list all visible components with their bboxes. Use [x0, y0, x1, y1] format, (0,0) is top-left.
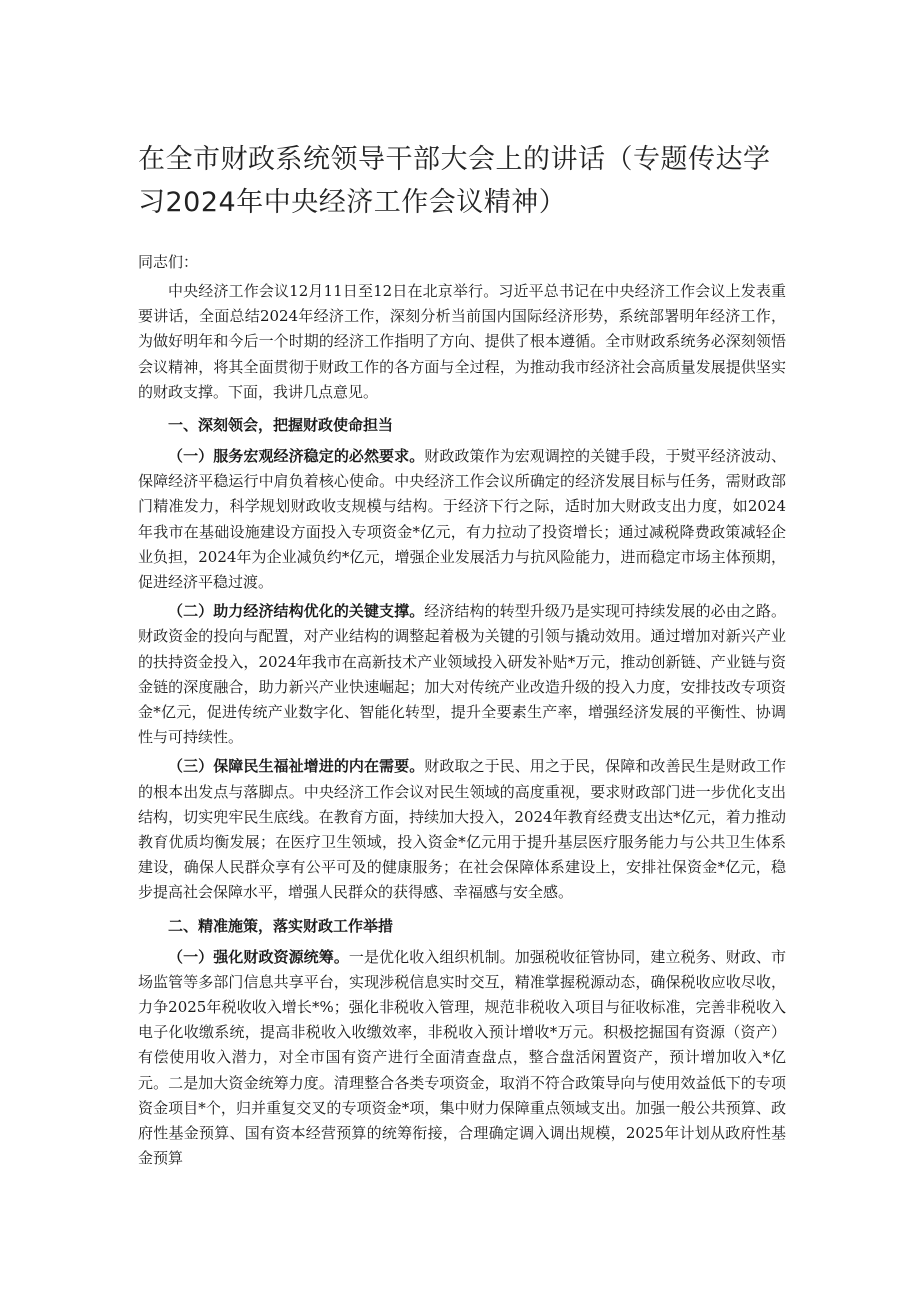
- section-1-subheading-1: （一）服务宏观经济稳定的必然要求。: [168, 447, 425, 466]
- section-1-subheading-2: （二）助力经济结构优化的关键支撑。: [168, 602, 425, 621]
- section-1-paragraph-1: [138, 444, 786, 595]
- section-2-body-1: 一是优化收入组织机制。加强税收征管协同，建立税务、财政、市场监管等多部门信息共享平台，实现涉税信息实时交互，精准掌握税源动态，确保税收应收尽收，力争2025年税收收入增长*%；强化非税收入管理，规范非税收入项目与征收标准，完善非税收入电子化收缴系统，提高非税收入收缴效率，非税收入预计增收*万元。积极挖掘国有资源（资产）有偿使用收入潜力，对全市国有资产进行全面清查盘点，整合盘活闲置资产，预计增加收入*亿元。二是加大资金统筹力度。清理整合各类专项资金，取消不符合政策导向与使用效益低下的专项资金项目*个，归并重复交叉的专项资金*项，集中财力保障重点领域支出。加强一般公共预算、政府性基金预算、国有资本经营预算的统筹衔接，合理确定调入调出规模，2025年计划从政府性基金预算: [138, 947, 786, 1168]
- section-1-body-3: 财政取之于民、用之于民，保障和改善民生是财政工作的根本出发点与落脚点。中央经济工作会议对民生领域的高度重视，要求财政部门进一步优化支出结构，切实兜牢民生底线。在教育方面，持续加大投入，2024年教育经费支出达*亿元，着力推动教育优质均衡发展；在医疗卫生领域，投入资金*亿元用于提升基层医疗服务能力与公共卫生体系建设，确保人民群众享有公平可及的健康服务；在社会保障体系建设上，安排社保资金*亿元，稳步提高社会保障水平，增强人民群众的获得感、幸福感与安全感。: [138, 757, 786, 902]
- section-1-subheading-3: （三）保障民生福祉增进的内在需要。: [168, 757, 425, 776]
- section-1-body-1: 财政政策作为宏观调控的关键手段，于熨平经济波动、保障经济平稳运行中肩负着核心使命。中央经济工作会议所确定的经济发展目标与任务，需财政部门精准发力，科学规划财政收支规模与结构。于经济下行之际，适时加大财政支出力度，如2024年我市在基础设施建设方面投入专项资金*亿元，有力拉动了投资增长；通过减税降费政策减轻企业负担，2024年为企业减负约*亿元，增强企业发展活力与抗风险能力，进而稳定市场主体预期，促进经济平稳过渡。: [138, 447, 786, 592]
- section-1-paragraph-3: [138, 754, 786, 905]
- section-1-body-2: 经济结构的转型升级乃是实现可持续发展的必由之路。财政资金的投向与配置，对产业结构的调整起着极为关键的引领与撬动效用。通过增加对新兴产业的扶持资金投入，2024年我市在高新技术产业领域投入研发补贴*万元，推动创新链、产业链与资金链的深度融合，助力新兴产业快速崛起；加大对传统产业改造升级的投入力度，安排技改专项资金*亿元，促进传统产业数字化、智能化转型，提升全要素生产率，增强经济发展的平衡性、协调性与可持续性。: [138, 602, 786, 747]
- section-1-heading: 一、深刻领会，把握财政使命担当: [168, 416, 394, 435]
- section-2-heading: 二、精准施策，落实财政工作举措: [168, 916, 394, 935]
- document-page: [138, 138, 786, 1172]
- section-1-paragraph-2: [138, 599, 786, 750]
- intro-paragraph: 中央经济工作会议12月11日至12日在北京举行。习近平总书记在中央经济工作会议上发表重要讲话，全面总结2024年经济工作，深刻分析当前国内国际经济形势，系统部署明年经济工作，为做好明年和今后一个时期的经济工作指明了方向、提供了根本遵循。全市财政系统务必深刻领悟会议精神，将其全面贯彻于财政工作的各方面与全过程，为推动我市经济社会高质量发展提供坚实的财政支撑。下面，我讲几点意见。: [138, 282, 786, 401]
- document-title: 在全市财政系统领导干部大会上的讲话（专题传达学习2024年中央经济工作会议精神）: [138, 144, 771, 218]
- section-2-subheading-1: （一）强化财政资源统筹。: [168, 947, 349, 966]
- salutation: 同志们：: [138, 253, 199, 271]
- section-2-paragraph-1: [138, 945, 786, 1172]
